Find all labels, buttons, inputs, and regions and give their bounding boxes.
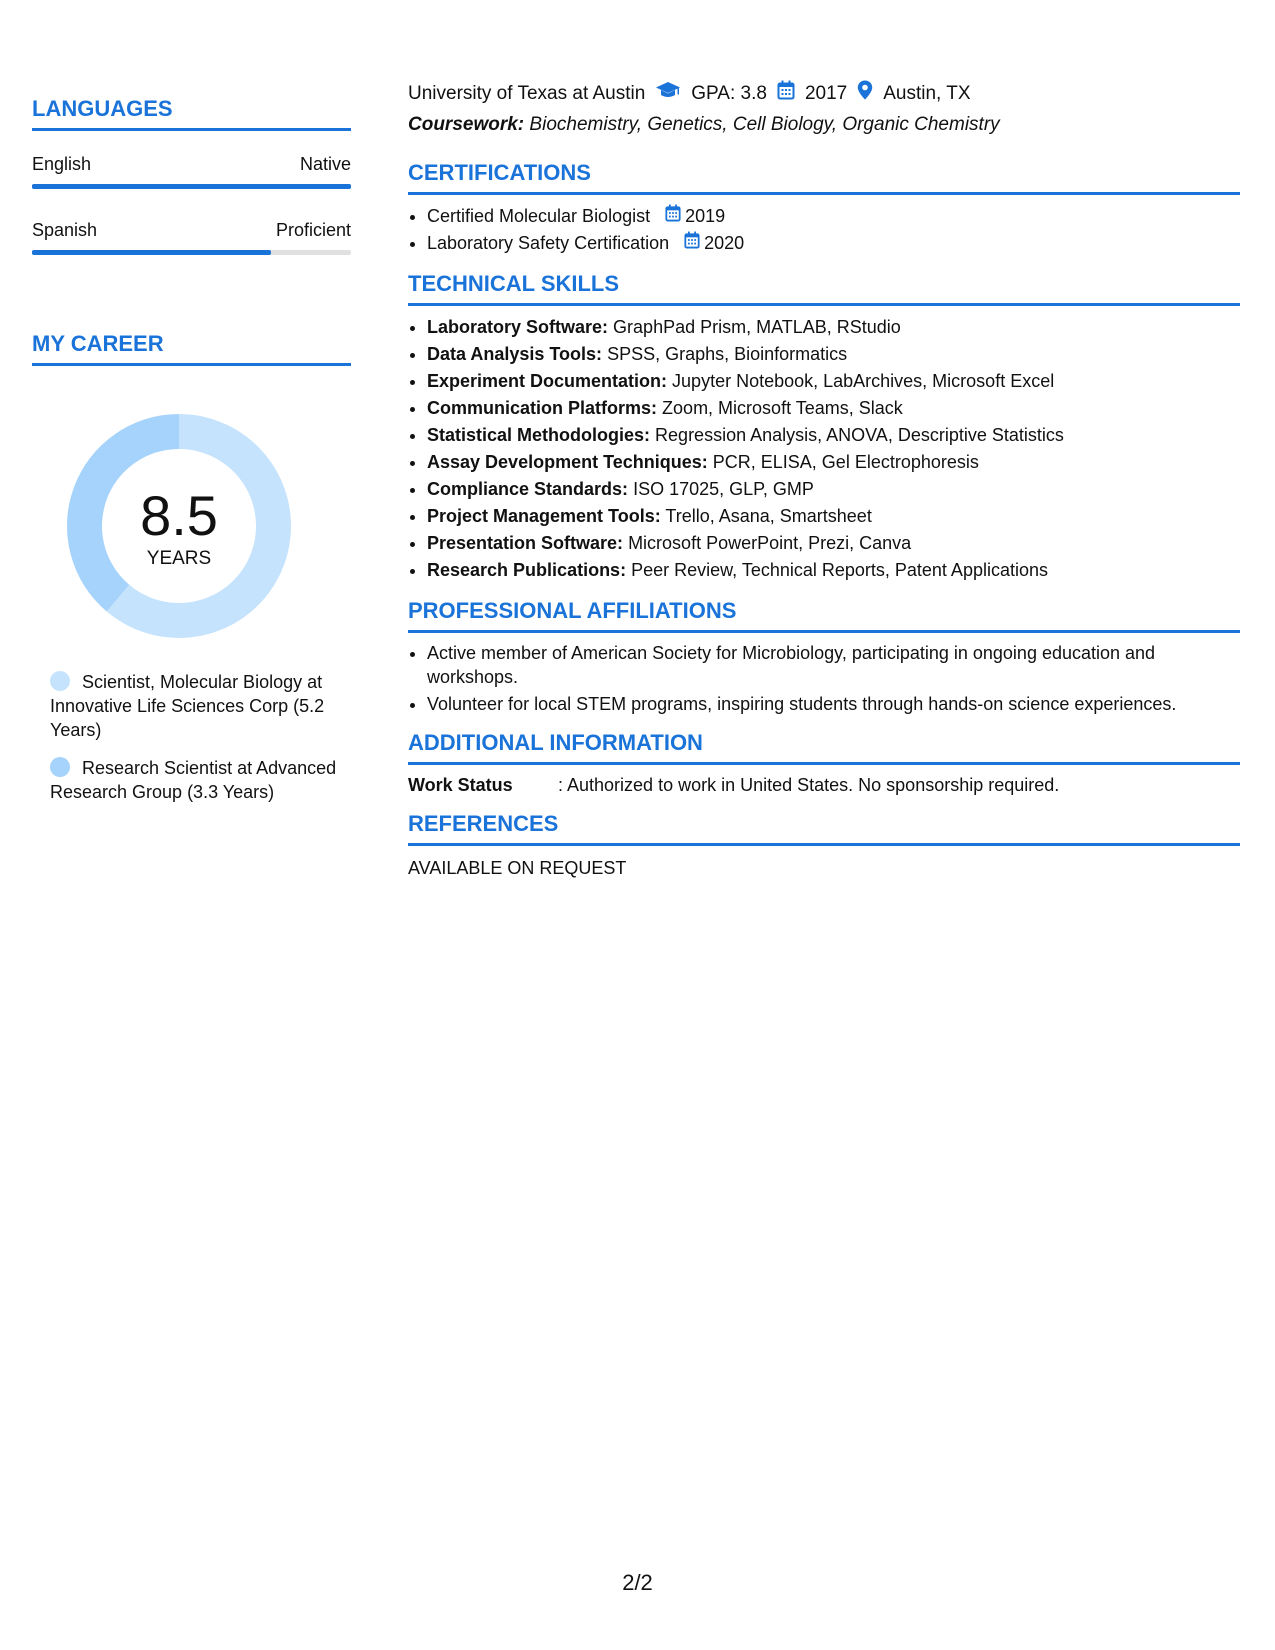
map-pin-icon xyxy=(857,80,873,108)
school-name: University of Texas at Austin xyxy=(408,83,646,104)
affiliations-list xyxy=(408,641,1240,716)
skill-value: Regression Analysis, ANOVA, Descriptive Statistics xyxy=(655,425,1064,445)
list-item: • Volunteer for local STEM programs, inspiring students through hands-on science experiences. xyxy=(427,692,1240,716)
gpa: GPA: 3.8 xyxy=(691,83,767,104)
references-section xyxy=(408,811,1240,880)
skill-label: Presentation Software: xyxy=(427,533,624,553)
references-text: AVAILABLE ON REQUEST xyxy=(408,858,627,878)
career-total-unit: YEARS xyxy=(146,548,212,569)
coursework-label: Coursework: xyxy=(408,114,525,135)
career-role-text: Research Scientist at Advanced Research Group (3.3 Years) xyxy=(50,758,337,802)
languages-title: LANGUAGES xyxy=(32,96,173,121)
education-line xyxy=(408,80,1240,108)
calendar-icon xyxy=(665,203,685,230)
skill-label: Assay Development Techniques: xyxy=(427,452,708,472)
skill-label: Laboratory Software: xyxy=(427,317,609,337)
list-item xyxy=(427,341,1240,368)
skill-value: Zoom, Microsoft Teams, Slack xyxy=(662,398,903,418)
list-item: • Active member of American Society for Microbiology, participating in ongoing education and workshops. xyxy=(427,641,1240,689)
section-divider xyxy=(32,363,351,366)
additional-info-title: ADDITIONAL INFORMATION xyxy=(408,730,703,755)
references-title: REFERENCES xyxy=(408,811,559,836)
list-item xyxy=(427,368,1240,395)
work-status-row xyxy=(408,773,1240,797)
language-item xyxy=(32,153,351,189)
list-item xyxy=(427,503,1240,530)
language-name: English xyxy=(32,154,92,174)
language-proficiency-fill xyxy=(32,184,351,189)
calendar-icon xyxy=(777,80,795,108)
list-item xyxy=(427,422,1240,449)
career-donut-chart xyxy=(67,414,291,638)
skill-label: Communication Platforms: xyxy=(427,398,658,418)
section-divider xyxy=(408,762,1240,765)
language-level: Proficient xyxy=(275,220,351,240)
skill-label: Research Publications: xyxy=(427,560,627,580)
certifications-section xyxy=(408,160,1240,257)
education-section xyxy=(408,80,1240,138)
career-role-item xyxy=(50,670,340,742)
career-title: MY CAREER xyxy=(32,331,164,356)
coursework-list: Biochemistry, Genetics, Cell Biology, Organic Chemistry xyxy=(529,114,1000,135)
technical-skills-title: TECHNICAL SKILLS xyxy=(408,271,620,296)
skill-label: Data Analysis Tools: xyxy=(427,344,603,364)
list-item xyxy=(427,476,1240,503)
skill-value: Jupyter Notebook, LabArchives, Microsoft Excel xyxy=(672,371,1055,391)
skill-label: Compliance Standards: xyxy=(427,479,629,499)
skill-label: Project Management Tools: xyxy=(427,506,661,526)
language-proficiency-bar xyxy=(32,184,351,189)
skill-value: GraphPad Prism, MATLAB, RStudio xyxy=(613,317,901,337)
page-number: 2/2 xyxy=(622,1570,653,1595)
skill-value: Peer Review, Technical Reports, Patent Applications xyxy=(631,560,1048,580)
affiliations-section xyxy=(408,598,1240,716)
list-item xyxy=(427,530,1240,557)
certifications-list xyxy=(408,203,1240,257)
certification-year: 2019 xyxy=(685,206,726,226)
calendar-icon xyxy=(684,230,704,257)
language-item xyxy=(32,219,351,255)
left-column xyxy=(32,96,351,802)
list-item xyxy=(427,230,1240,257)
certification-name: Certified Molecular Biologist xyxy=(427,206,651,226)
career-role-text: Scientist, Molecular Biology at Innovative Life Sciences Corp (5.2 Years) xyxy=(50,672,325,740)
work-status-label: Work Status xyxy=(408,775,513,795)
career-role-item xyxy=(50,756,340,804)
certifications-title: CERTIFICATIONS xyxy=(408,160,591,185)
technical-skills-section xyxy=(408,271,1240,584)
language-proficiency-bar xyxy=(32,250,351,255)
work-status-value: : Authorized to work in United States. No sponsorship required. xyxy=(558,775,1060,795)
skill-value: SPSS, Graphs, Bioinformatics xyxy=(607,344,848,364)
list-item xyxy=(427,449,1240,476)
section-divider xyxy=(408,843,1240,846)
list-item xyxy=(427,314,1240,341)
language-proficiency-fill xyxy=(32,250,271,255)
career-role-dot xyxy=(50,757,70,777)
right-column xyxy=(408,80,1240,880)
section-divider xyxy=(408,192,1240,195)
skill-value: PCR, ELISA, Gel Electrophoresis xyxy=(712,452,979,472)
section-divider xyxy=(408,630,1240,633)
language-level: Native xyxy=(299,154,351,174)
career-section xyxy=(32,331,351,366)
graduation-cap-icon xyxy=(655,80,681,108)
list-item xyxy=(427,395,1240,422)
list-item xyxy=(427,203,1240,230)
skill-value: Trello, Asana, Smartsheet xyxy=(665,506,872,526)
graduation-year: 2017 xyxy=(804,83,848,104)
language-name: Spanish xyxy=(32,220,98,240)
section-divider xyxy=(408,303,1240,306)
career-total-value: 8.5 xyxy=(140,484,218,547)
additional-info-section xyxy=(408,730,1240,797)
section-divider xyxy=(32,128,351,131)
career-role-dot xyxy=(50,671,70,691)
list-item xyxy=(427,557,1240,584)
coursework xyxy=(408,112,1240,138)
skill-value: Microsoft PowerPoint, Prezi, Canva xyxy=(628,533,912,553)
skill-value: ISO 17025, GLP, GMP xyxy=(633,479,814,499)
languages-section xyxy=(32,96,351,255)
certification-year: 2020 xyxy=(704,233,745,253)
affiliations-title: PROFESSIONAL AFFILIATIONS xyxy=(408,598,737,623)
skill-label: Experiment Documentation: xyxy=(427,371,668,391)
location: Austin, TX xyxy=(883,83,971,104)
certification-name: Laboratory Safety Certification xyxy=(427,233,670,253)
technical-skills-list xyxy=(408,314,1240,584)
skill-label: Statistical Methodologies: xyxy=(427,425,651,445)
